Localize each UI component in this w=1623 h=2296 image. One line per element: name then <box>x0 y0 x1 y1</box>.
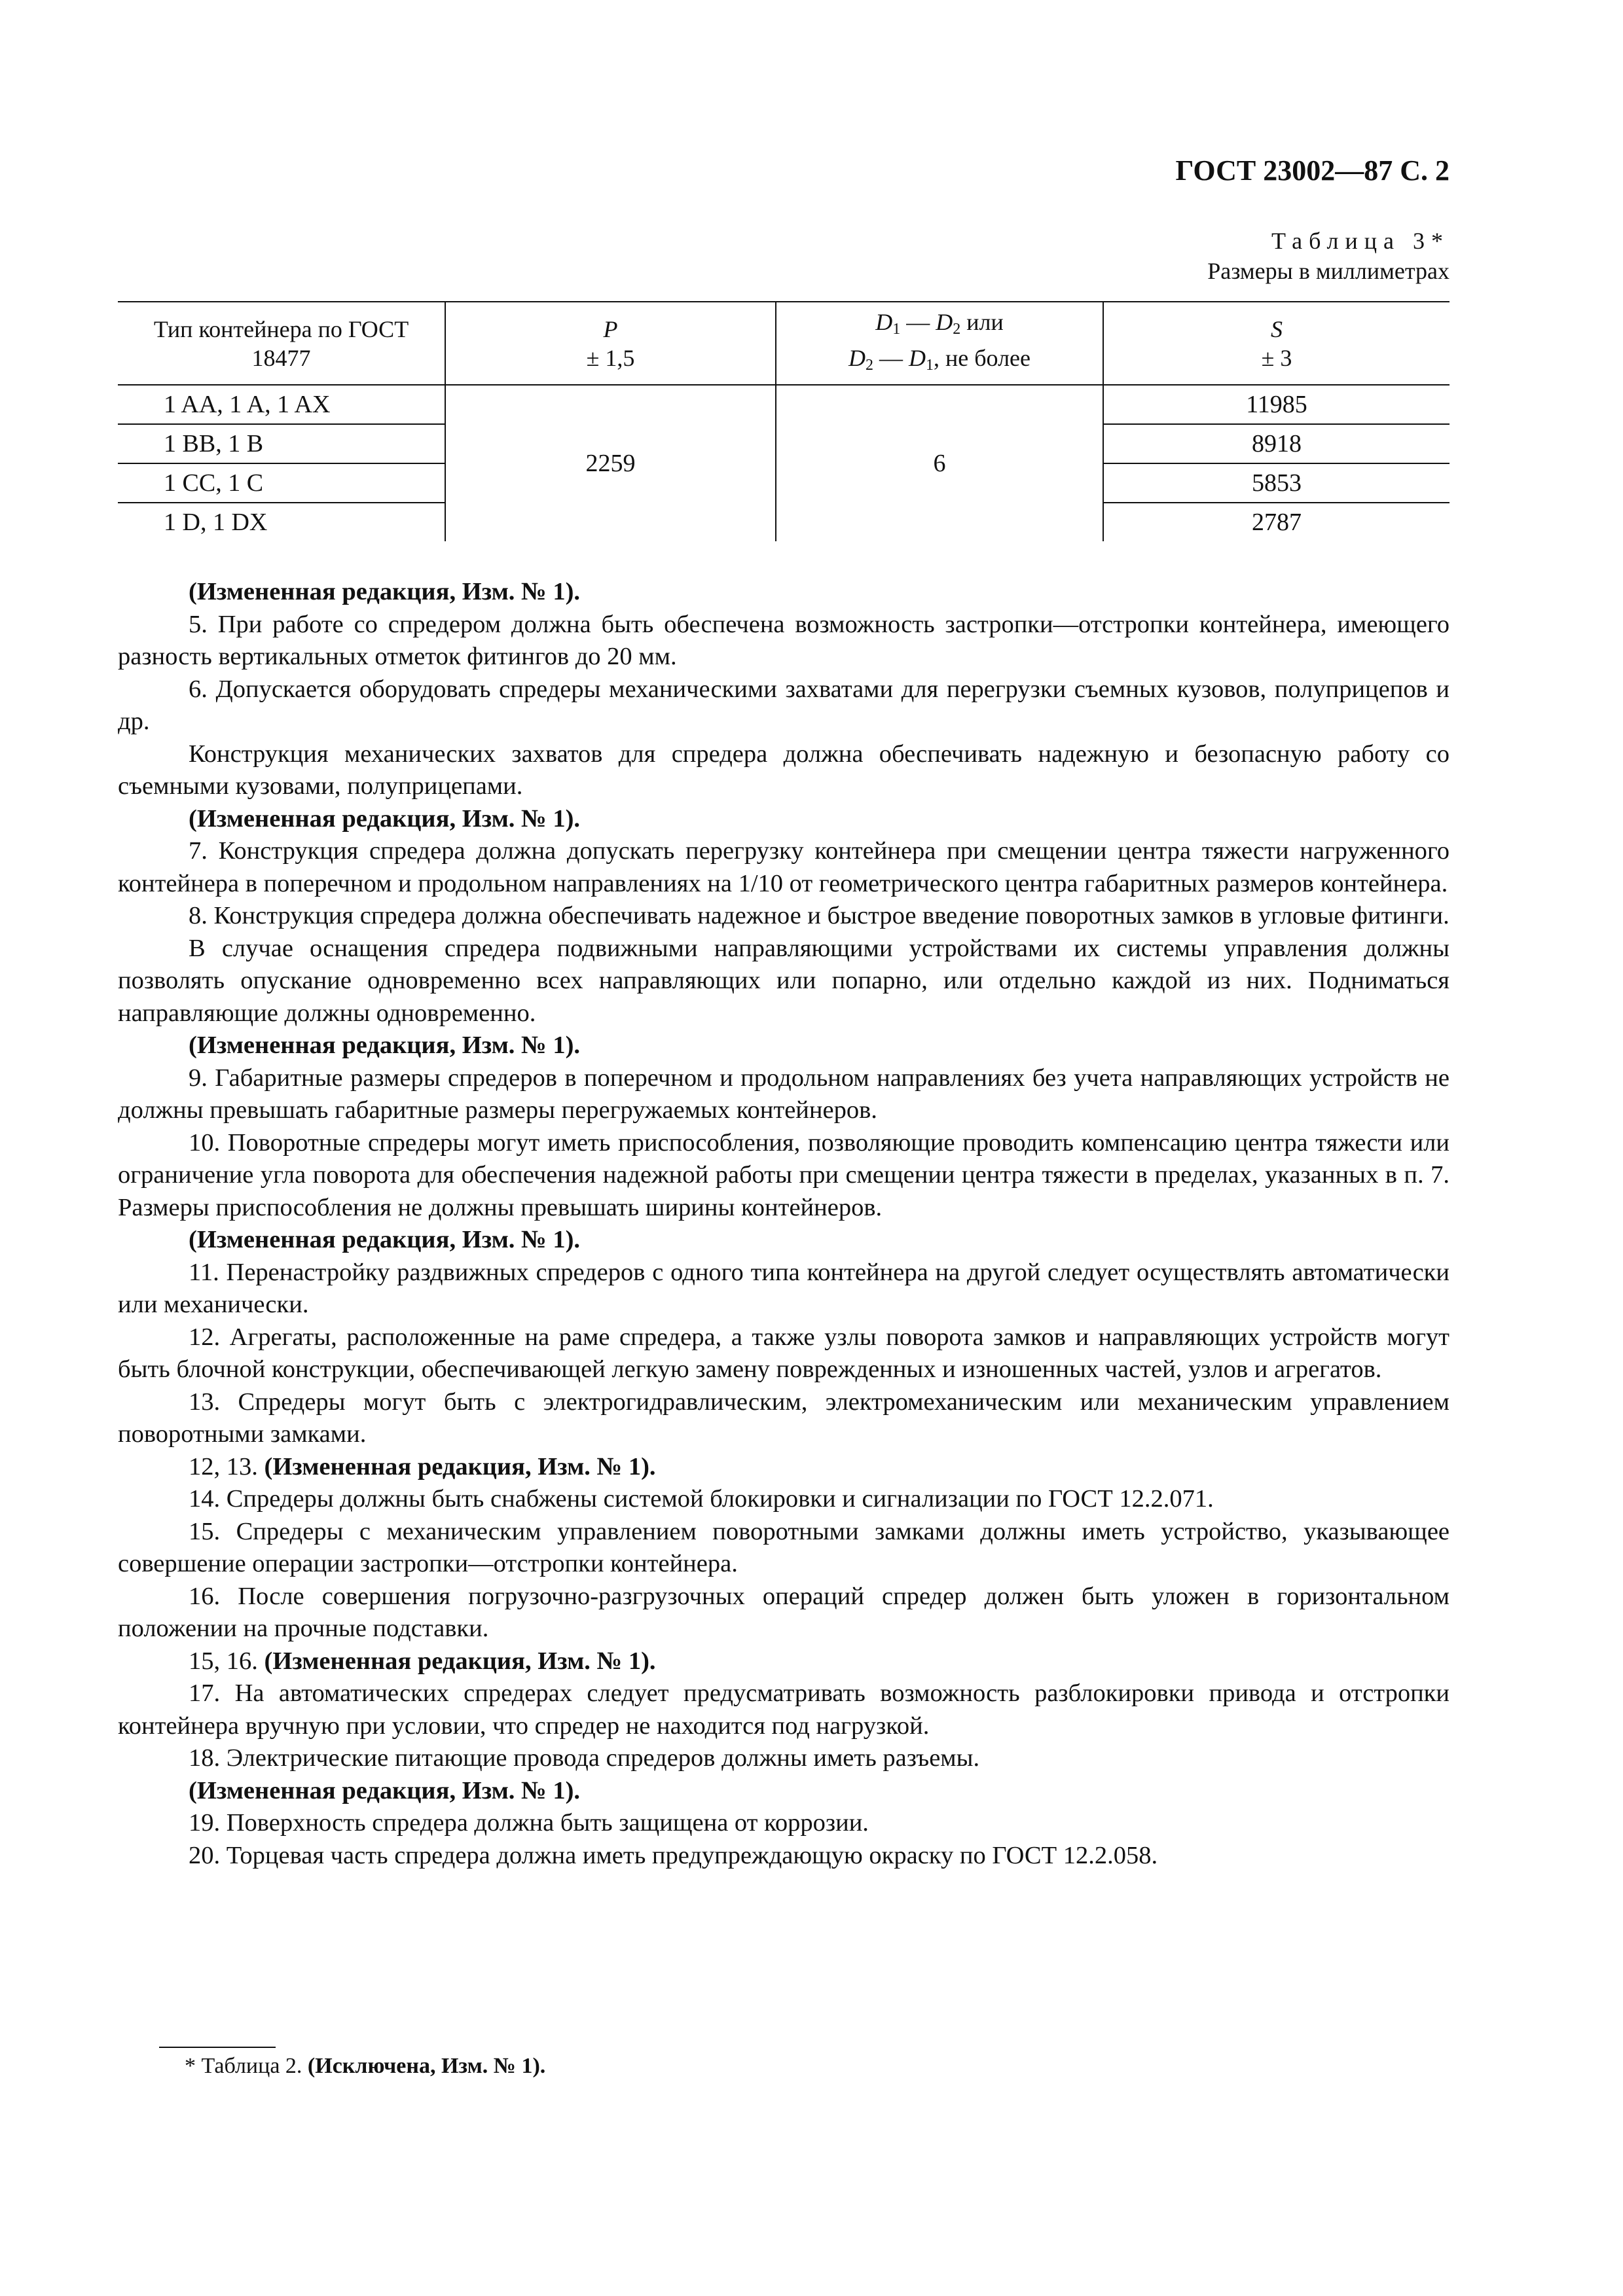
header-p <box>445 302 776 385</box>
header-s-symbol: S <box>1271 315 1283 342</box>
paragraph: 12, 13. (Измененная редакция, Изм. № 1). <box>189 1452 656 1480</box>
paragraph: 7. Конструкция спредера должна допускать перегрузку контейнера при смещении центра тяжести нагруженного контейнера в поперечном и продольном направлениях на 1/10 от геометрического центра габаритных размеров контейнера. <box>118 837 1450 897</box>
cell-type: 1 D, 1 DX <box>164 509 268 536</box>
cell-s: 2787 <box>1103 503 1450 541</box>
cell-type: 1 AA, 1 A, 1 AX <box>118 385 445 424</box>
paragraph: 6. Допускается оборудовать спредеры механическими захватами для перегрузки съемных кузовов, полуприцепов и др. <box>118 675 1450 735</box>
paragraph: 8. Конструкция спредера должна обеспечивать надежное и быстрое введение поворотных замков в угловые фитинги. <box>189 902 1450 929</box>
header-container-type: Тип контейнера по ГОСТ 18477 <box>118 302 445 385</box>
paragraph: (Измененная редакция, Изм. № 1). <box>189 578 581 605</box>
dimensions-table <box>118 301 1450 541</box>
header-d-line2: $D_2$ — $D_1$, не более <box>848 344 1030 374</box>
paragraph: 17. На автоматических спредерах следует предусматривать возможность разблокировки привода и отстропки контейнера вручную при условии, что спредер не находится под нагрузкой. <box>118 1679 1450 1740</box>
page-header: ГОСТ 23002—87 С. 2 <box>1175 154 1450 187</box>
paragraph: 20. Торцевая часть спредера должна иметь предупреждающую окраску по ГОСТ 12.2.058. <box>189 1841 1158 1869</box>
paragraph: 19. Поверхность спредера должна быть защищена от коррозии. <box>189 1809 869 1837</box>
table-header-row <box>118 302 1450 385</box>
paragraph: 9. Габаритные размеры спредеров в поперечном и продольном направлениях без учета направляющих устройств не должны превышать габаритные размеры перегружаемых контейнеров. <box>118 1064 1450 1124</box>
cell-p-value: 2259 <box>445 385 776 541</box>
paragraph: Конструкция механических захватов для спредера должна обеспечивать надежную и безопасную работу со съемными кузовами, полуприцепами. <box>118 740 1450 800</box>
header-p-tolerance: ± 1,5 <box>586 344 635 371</box>
paragraph: 14. Спредеры должны быть снабжены системой блокировки и сигнализации по ГОСТ 12.2.071. <box>189 1485 1214 1513</box>
header-d-difference <box>776 302 1103 385</box>
cell-s: 8918 <box>1103 424 1450 463</box>
cell-s: 11985 <box>1103 385 1450 424</box>
paragraph: 11. Перенастройку раздвижных спредеров с одного типа контейнера на другой следует осуществлять автоматически или механически. <box>118 1258 1450 1318</box>
footnote-prefix: * Таблица 2. <box>185 2054 308 2078</box>
paragraph: 18. Электрические питающие провода спредеров должны иметь разъемы. <box>189 1744 980 1772</box>
header-d-line1: $D_1$ — $D_2$ или <box>875 308 1004 338</box>
footnote <box>185 2054 545 2079</box>
paragraph: 16. После совершения погрузочно-разгрузочных операций спредер должен быть уложен в горизонтальном положении на прочные подставки. <box>118 1582 1450 1642</box>
header-s <box>1103 302 1450 385</box>
paragraph: 13. Спредеры могут быть с электрогидравлическим, электромеханическим или механическим управлением поворотными замками. <box>118 1388 1450 1448</box>
paragraph: 15. Спредеры с механическим управлением поворотными замками должны иметь устройство, указывающее совершение операции застропки—отстропки контейнера. <box>118 1517 1450 1577</box>
cell-d-value: 6 <box>776 385 1103 541</box>
paragraph: (Измененная редакция, Изм. № 1). <box>189 804 581 833</box>
table-row <box>118 385 1450 424</box>
footnote-divider <box>159 2047 276 2048</box>
table-caption <box>1207 226 1450 286</box>
body-text <box>118 576 1450 1872</box>
paragraph: 15, 16. (Измененная редакция, Изм. № 1). <box>189 1647 656 1675</box>
table-title: Таблица 3* <box>1271 228 1450 254</box>
paragraph: (Измененная редакция, Изм. № 1). <box>189 1031 581 1059</box>
footnote-bold: (Исключена, Изм. № 1). <box>307 2054 546 2078</box>
paragraph: В случае оснащения спредера подвижными направляющими устройствами их системы управления должны позволять опускание одновременно всех направляющих или попарно, или отдельно каждой из них. Подниматься направляющие должны одновременно. <box>118 934 1450 1027</box>
cell-type: 1 CC, 1 C <box>118 463 445 503</box>
paragraph: 5. При работе со спредером должна быть обеспечена возможность застропки—отстропки контейнера, имеющего разность вертикальных отметок фитингов до 20 мм. <box>118 610 1450 670</box>
cell-s: 5853 <box>1103 463 1450 503</box>
header-s-tolerance: ± 3 <box>1261 344 1292 371</box>
table-units: Размеры в миллиметрах <box>1207 258 1450 284</box>
paragraph: (Измененная редакция, Изм. № 1). <box>189 1776 581 1804</box>
cell-type: 1 BB, 1 B <box>118 424 445 463</box>
header-p-symbol: P <box>603 315 618 342</box>
paragraph: (Измененная редакция, Изм. № 1). <box>189 1226 581 1253</box>
paragraph: 10. Поворотные спредеры могут иметь приспособления, позволяющие проводить компенсацию центра тяжести или ограничение угла поворота для обеспечения надежной работы при смещении центра тяжести в пределах, указанных в п. 7. Размеры приспособления не должны превышать ширины контейнеров. <box>118 1128 1450 1221</box>
paragraph: 12. Агрегаты, расположенные на раме спредера, а также узлы поворота замков и направляющих устройств могут быть блочной конструкции, обеспечивающей легкую замену поврежденных и изношенных частей, узлов и агрегатов. <box>118 1323 1450 1383</box>
